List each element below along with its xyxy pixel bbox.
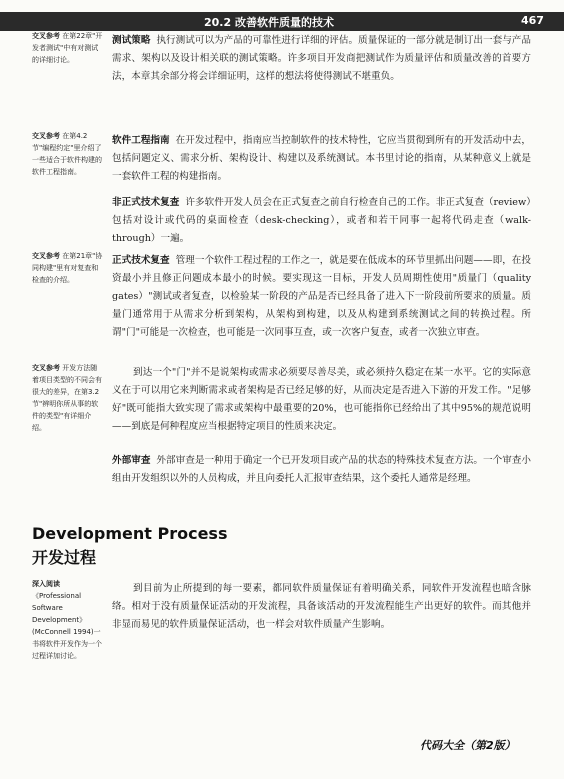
margin-note-label: 交叉参考 <box>32 132 60 140</box>
margin-note-further-reading <box>32 578 104 662</box>
paragraph-text: 到达一个"门"并不是说架构或需求必须要尽善尽美，或必须持久稳定在某一水平。它的实际意义在于可以用它来判断需求或者架构是否已经足够的好，从而决定是否进入下游的开发工作。"足够好"既可能指大致实现了需求或架构中最重要的20%，也可能指你已经给出了其中95%的规范说明——到底是何种程度应当根据特定项目的性质来决定。 <box>112 367 531 432</box>
margin-note-label: 交叉参考 <box>32 364 60 372</box>
margin-note-text: 在第22章"开发者测试"中有对测试的详细讨论。 <box>32 32 103 64</box>
margin-note-text: 《Professional Software Development》(McConnell 1994)一书将软件开发作为一个过程详加讨论。 <box>32 592 102 660</box>
margin-note-label: 交叉参考 <box>32 32 60 40</box>
footer-book-title: 代码大全（第2版） <box>420 739 516 752</box>
paragraph-lead: 软件工程指南 <box>112 135 170 146</box>
paragraph-lead: 外部审查 <box>112 455 151 466</box>
margin-note-text: 开发方法随着项目类型的不同会有很大的差异，在第3.2节"辨明你所从事的软件的类型"有详细介绍。 <box>32 364 102 432</box>
paragraph-text: 到目前为止所提到的每一要素，都同软件质量保证有着明确关系，同软件开发流程也暗含脉络。相对于没有质量保证活动的开发流程，具备该活动的开发流程能生产出更好的软件。而其他并非显而易见的软件质量保证活动，也一样会对软件质量产生影响。 <box>112 583 531 630</box>
margin-note-software-types <box>32 362 104 434</box>
paragraph-text: 许多软件开发人员会在正式复查之前自行检查自己的工作。非正式复查（review）包括对设计或代码的桌面检查（desk-checking），或者和若干同事一起将代码走查（walk-through）一遍。 <box>112 197 532 244</box>
margin-note-testing <box>32 30 104 66</box>
margin-note-label: 深入阅读 <box>32 580 60 588</box>
margin-note-text: 在第21章"协同构建"里有对复查和检查的介绍。 <box>32 252 103 284</box>
paragraph-lead: 测试策略 <box>112 35 151 46</box>
paragraph-quality-gate <box>112 364 531 436</box>
paragraph-text: 执行测试可以为产品的可靠性进行详细的评估。质量保证的一部分就是制订出一套与产品需求、架构以及设计相关联的测试策略。许多项目开发商把测试作为质量评估和质量改善的首要方法，本章其余部分将会详细证明，这样的想法将使得测试不堪重负。 <box>112 35 532 82</box>
paragraph-testing-strategy <box>112 32 531 86</box>
paragraph-external-audit <box>112 452 531 488</box>
paragraph-formal-review <box>112 252 531 342</box>
margin-note-text: 在第4.2节"编程约定"里介绍了一些适合于软件构建的软件工程指南。 <box>32 132 102 176</box>
paragraph-lead: 非正式技术复查 <box>112 197 180 208</box>
paragraph-engineering-guidelines <box>112 132 531 186</box>
paragraph-text: 在开发过程中，指南应当控制软件的技术特性，它应当贯彻到所有的开发活动中去，包括问题定义、需求分析、架构设计、构建以及系统测试。本书里讨论的指南，从某种意义上就是一套软件工程的构建指南。 <box>112 135 532 182</box>
paragraph-text: 管理一个软件工程过程的工作之一，就是要在低成本的环节里抓出问题——即，在投资最小并且修正问题成本最小的时候。要实现这一目标，开发人员周期性使用"质量门（quality gates）"测试或者复查，以检验某一阶段的产品是否已经具备了进入下一阶段前所要求的质量。质量门通常用于从需求分析到架构，从架构到构建，以及从构建到系统测试之间的转换过程。所谓"门"可能是一次检查，也可能是一次同事互查，或一次客户复查，或者一次独立审查。 <box>112 255 532 338</box>
paragraph-text: 外部审查是一种用于确定一个已开发项目或产品的状态的特殊技术复查方法。一个审查小组由开发组织以外的人员构成，并且向委托人汇报审查结果，这个委托人通常是经理。 <box>112 455 532 484</box>
paragraph-lead: 正式技术复查 <box>112 255 170 266</box>
paragraph-development-process <box>112 580 531 634</box>
paragraph-informal-review <box>112 194 531 248</box>
margin-note-conventions <box>32 130 104 178</box>
section-title-zh: 开发过程 <box>32 548 97 567</box>
section-title-en: Development Process <box>32 524 228 543</box>
margin-note-collaborative <box>32 250 104 286</box>
page-number: 467 <box>521 14 544 27</box>
margin-note-label: 交叉参考 <box>32 252 60 260</box>
running-header-section: 20.2 改善软件质量的技术 <box>204 16 334 29</box>
